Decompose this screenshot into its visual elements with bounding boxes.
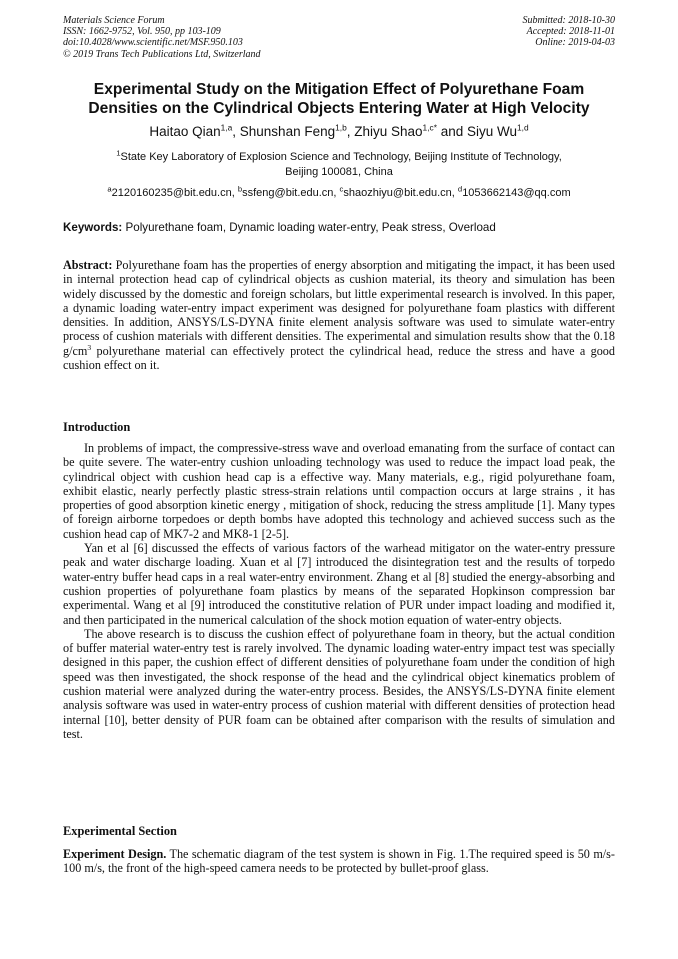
introduction-body bbox=[63, 441, 615, 741]
author-name: Zhiyu Shao bbox=[354, 124, 423, 139]
email-sup: c bbox=[339, 184, 344, 194]
email-sup: b bbox=[237, 184, 243, 194]
intro-paragraph-3: The above research is to discuss the cushion effect of polyurethane foam in theory, but the actual condition of buffer material water-entry test is rarely involved. The dynamic loading water-entry impact test was specially designed in this paper, the cushion effect of different densities of polyurethane foam under the condition of high speed was then investigated, the shock response of the head and the cylindrical object kinematics problem of cushion material were analyzed during the water-entry process. Besides, the ANSYS/LS-DYNA finite element analysis software was used in water-entry process of cushion material with different densities of protection head internal [10], better density of PUR foam can be obtained after comparison with the results of simulation and test. bbox=[63, 626, 615, 741]
email-sup: d bbox=[457, 184, 463, 194]
author-sup: 1,c* bbox=[422, 122, 437, 133]
author-sup: 1,b bbox=[335, 122, 347, 133]
introduction-heading: Introduction bbox=[63, 420, 131, 434]
experiment-design bbox=[63, 847, 615, 876]
title-line-1: Experimental Study on the Mitigation Effect of Polyurethane Foam bbox=[93, 81, 585, 98]
keywords bbox=[63, 220, 623, 235]
abstract-text-1: Polyurethane foam has the properties of energy absorption and mitigating the impact, it has been used in internal protection head cap of cylindrical objects as cushion material, its theory and simulation has been widely discussed by the domestic and foreign scholars, but little experimental research is involved. In this paper, a dynamic loading water-entry impact experiment was designed for polyurethane foam plastics with different densities. In addition, ANSYS/LS-DYNA finite element analysis software was used to simulate water-entry process of cushion materials with different densities. The experimental and simulation results show that the 0.18 g/cm bbox=[63, 258, 616, 358]
experiment-design-text: The schematic diagram of the test system is shown in Fig. 1.The required speed is 50 m/s-100 m/s, the front of the high-speed camera needs to be protected by bullet-proof glass. bbox=[63, 847, 615, 876]
intro-paragraph-2: Yan et al [6] discussed the effects of various factors of the warhead mitigator on the water-entry pressure peak and water discharge loading. Xuan et al [7] introduced the disintegration test and the results of torpedo water-entry buffer head caps in a real water-entry environment. Zhang et al [8] studied the energy-absorbing and cushion properties of polyurethane foam plastics by means of the separated Hopkinson compression bar experimental. Wang et al [9] introduced the constitutive relation of PUR under impact loading and modified it, and then participated in the numerical calculation of the shock motion equation of water-entry objects. bbox=[63, 541, 615, 627]
affiliation bbox=[60, 150, 618, 180]
email-list: $^a$2120160235@bit.edu.cn, $^b$ssfeng@bit.edu.cn, $^c$shaozhiyu@bit.edu.cn, $^d$1053662143@qq.com bbox=[107, 184, 571, 199]
title-line-2: Densities on the Cylindrical Objects Entering Water at High Velocity bbox=[88, 100, 590, 117]
email-sup: a bbox=[107, 184, 112, 194]
author-sup: 1,d bbox=[517, 122, 529, 133]
author-name: Shunshan Feng bbox=[239, 124, 336, 139]
submitted-date: Submitted: 2018-10-30 bbox=[522, 15, 615, 26]
journal-name: Materials Science Forum bbox=[63, 15, 165, 26]
paper-title bbox=[40, 80, 638, 118]
abstract bbox=[63, 258, 615, 372]
author-list: Haitao Qian$^{1,a}$, Shunshan Feng$^{1,b}$, Zhiyu Shao$^{1,c*}$ and Siyu Wu$^{1,d}$ bbox=[149, 122, 529, 139]
accepted-date: Accepted: 2018-11-01 bbox=[526, 26, 615, 38]
affiliation-sup: 1 bbox=[116, 148, 121, 158]
abstract-label: Abstract: bbox=[63, 258, 113, 272]
email-link[interactable]: 1053662143@qq.com bbox=[462, 187, 571, 199]
journal-issn: ISSN: 1662-9752, Vol. 950, pp 103-109 bbox=[63, 26, 221, 38]
journal-info bbox=[63, 15, 363, 60]
author-sup: 1,a bbox=[220, 122, 233, 133]
author-name: Siyu Wu bbox=[466, 124, 518, 139]
intro-paragraph-1: In problems of impact, the compressive-stress wave and overload emanating from the surface of contact can be quite severe. The water-entry cushion unloading technology was used to reduce the impact load peak, the cylindrical object with cushion head cap is a effective way. Many materials, e.g., rigid polyurethane foam, exhibit elastic, nearly perfectly plastic stress-strain relations until compaction occurs at large strains , it has properties of good absorption kinetic energy , mitigation of shock, reducing the stress amplitude [1]. Many types of foreign airborne torpedoes or depth bombs have adopted this technology and achieved success such as the cushion head cap of MK7-2 and MK8-1 [2-5]. bbox=[63, 441, 615, 541]
affiliation-line-1: State Key Laboratory of Explosion Science and Technology, Beijing Institute of Technology, bbox=[120, 151, 562, 163]
journal-doi: doi:10.4028/www.scientific.net/MSF.950.103 bbox=[63, 37, 243, 49]
experiment-design-label: Experiment Design. bbox=[63, 847, 167, 861]
email-link[interactable]: ssfeng@bit.edu.cn bbox=[242, 187, 334, 199]
online-date: Online: 2019-04-03 bbox=[535, 37, 615, 49]
keywords-text: Polyurethane foam, Dynamic loading water-entry, Peak stress, Overload bbox=[125, 221, 496, 234]
abstract-text-2: polyurethane material can effectively protect the cylindrical head, reduce the stress and have a good cushion effect on it. bbox=[63, 343, 615, 373]
abstract-sup: 3 bbox=[87, 342, 92, 352]
email-link[interactable]: shaozhiyu@bit.edu.cn bbox=[343, 187, 452, 199]
email-link[interactable]: 2120160235@bit.edu.cn bbox=[111, 187, 232, 199]
journal-copyright: © 2019 Trans Tech Publications Ltd, Switzerland bbox=[63, 48, 261, 60]
publication-dates bbox=[355, 15, 615, 49]
affiliation-line-2: Beijing 100081, China bbox=[285, 166, 393, 178]
keywords-label: Keywords: bbox=[63, 221, 123, 234]
experimental-heading: Experimental Section bbox=[63, 824, 177, 838]
author-name: Haitao Qian bbox=[149, 124, 221, 139]
